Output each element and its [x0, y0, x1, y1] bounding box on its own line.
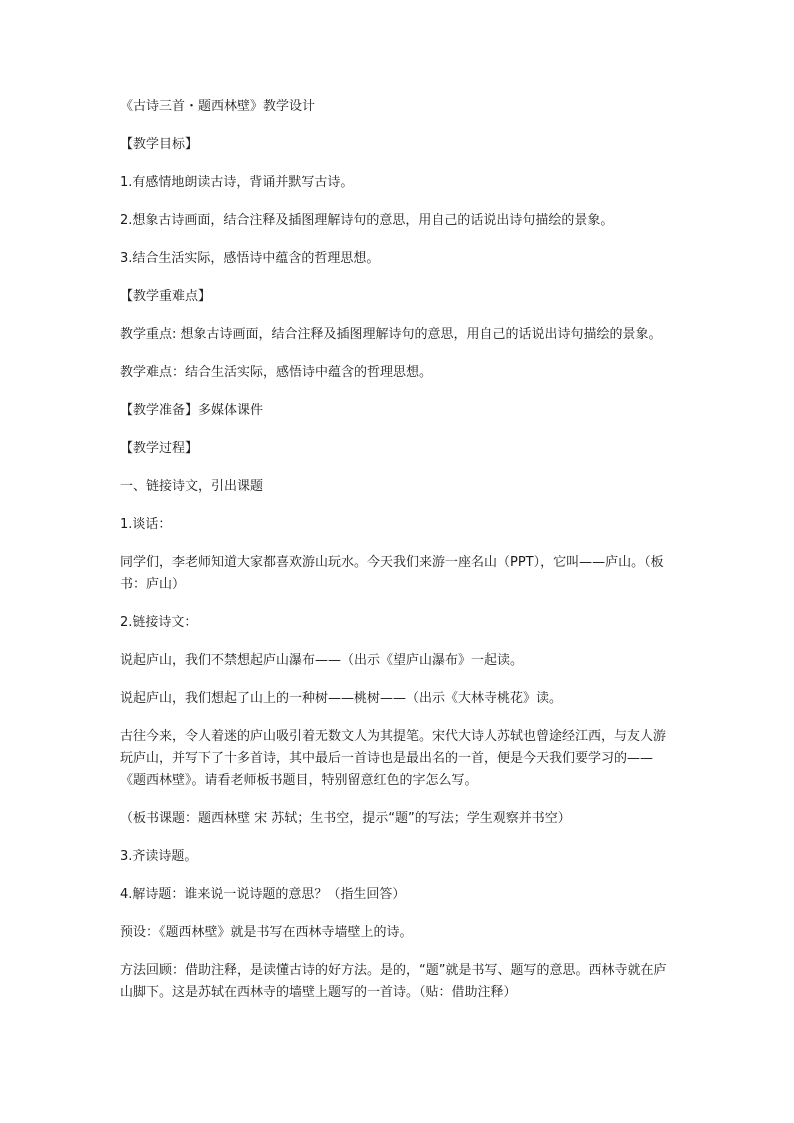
board-note: （板书课题：题西林壁 宋 苏轼；生书空，提示“题”的写法；学生观察并书空） — [120, 811, 571, 826]
step-2-text-a: 说起庐山，我们不禁想起庐山瀑布——（出示《望庐山瀑布》一起读。 — [120, 653, 524, 668]
preset-text: 预设：《题西林壁》就是书写在西林寺墙壁上的诗。 — [120, 925, 413, 940]
objective-item-3: 3.结合生活实际，感悟诗中蕴含的哲理思想。 — [120, 251, 380, 266]
step-3-title: 3.齐读诗题。 — [120, 849, 198, 864]
objectives-heading: 【教学目标】 — [120, 137, 199, 152]
section-1-title: 一、链接诗文，引出课题 — [120, 479, 264, 494]
step-2-text-b: 说起庐山，我们想起了山上的一种树——桃树——（出示《大林寺桃花》读。 — [120, 691, 563, 706]
objective-item-1: 1.有感情地朗读古诗，背诵并默写古诗。 — [120, 175, 354, 190]
key-points-heading: 【教学重难点】 — [120, 289, 212, 304]
document-title: 《古诗三首・题西林壁》教学设计 — [120, 99, 316, 114]
step-1-title: 1.谈话： — [120, 517, 172, 532]
step-2-title: 2.链接诗文： — [120, 615, 198, 630]
step-4-title: 4.解诗题：谁来说一说诗题的意思？（指生回答） — [120, 887, 406, 902]
objective-item-2: 2.想象古诗画面，结合注释及插图理解诗句的意思，用自己的话说出诗句描绘的景象。 — [120, 213, 614, 228]
document-page — [120, 96, 676, 1020]
process-heading: 【教学过程】 — [120, 441, 199, 456]
step-2-text-c: 古往今来，令人着迷的庐山吸引着无数文人为其提笔。宋代大诗人苏轼也曾途经江西，与友人游玩庐山，并写下了十多首诗，其中最后一首诗也是最出名的一首，便是今天我们要学习的——《题西林壁》。请看老师板书题目，特别留意红色的字怎么写。 — [120, 729, 667, 788]
method-review-text: 方法回顾：借助注释，是读懂古诗的好方法。是的，“题”就是书写、题写的意思。西林寺就在庐山脚下。这是苏轼在西林寺的墙壁上题写的一首诗。（贴：借助注释） — [120, 963, 667, 1000]
difficult-point-text: 教学难点：结合生活实际，感悟诗中蕴含的哲理思想。 — [120, 365, 433, 380]
step-1-text: 同学们，李老师知道大家都喜欢游山玩水。今天我们来游一座名山（PPT），它叫——庐山。（板书：庐山） — [120, 555, 664, 592]
preparation-line: 【教学准备】多媒体课件 — [120, 403, 264, 418]
key-point-text: 教学重点: 想象古诗画面，结合注释及插图理解诗句的意思，用自己的话说出诗句描绘的景象。 — [120, 327, 662, 342]
